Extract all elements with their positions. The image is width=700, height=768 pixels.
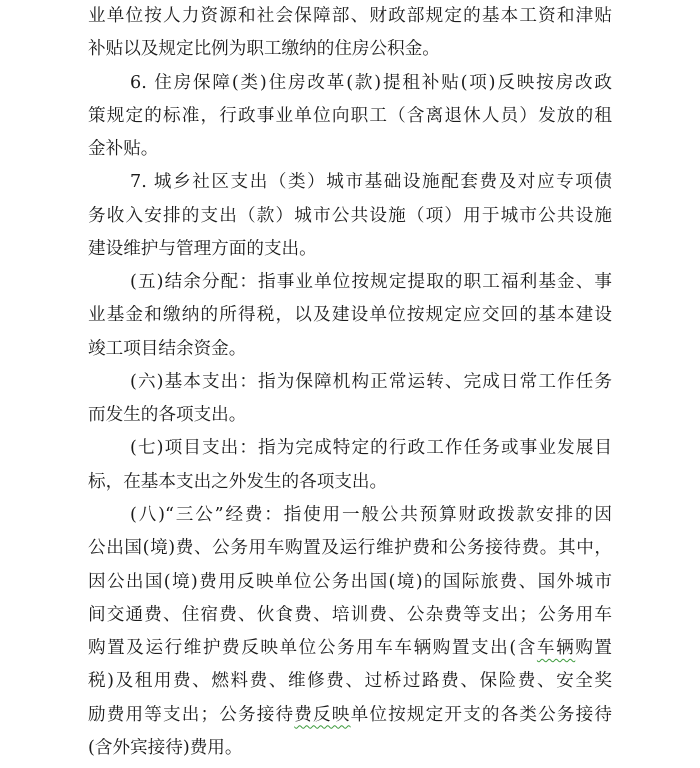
spellcheck-underline: 车辆 — [536, 638, 576, 659]
spellcheck-underline: 费反映 — [294, 704, 351, 725]
paragraph-item-7-urban-rural-community — [88, 166, 612, 266]
text-line: 竣工项目结余资金。 — [88, 338, 247, 359]
text-line: 6. 住房保障(类)住房改革(款)提租补贴(项)反映按房改政 — [130, 72, 612, 93]
text-line: 业单位按人力资源和社会保障部、财政部规定的基本工资和津贴 — [88, 6, 612, 26]
paragraph-item-6-housing-reform — [88, 67, 612, 167]
text-line: 公出国(境)费、公务用车购置及运行维护费和公务接待费。其中， — [88, 538, 612, 559]
document-body — [88, 0, 612, 765]
text-line — [88, 699, 612, 732]
text-line: 业基金和缴纳的所得税，以及建设单位按规定应交回的基本建设 — [88, 305, 612, 326]
text-line: 因公出国(境)费用反映单位公务出国(境)的国际旅费、国外城市 — [88, 571, 612, 592]
text-line: 税)及租用费、燃料费、维修费、过桥过路费、保险费、安全奖 — [88, 671, 612, 692]
text-line: 间交通费、住宿费、伙食费、培训费、公杂费等支出；公务用车 — [88, 604, 612, 625]
text-segment: 单位按规定开支的各类公务接待 — [350, 704, 612, 725]
text-line: 策规定的标准，行政事业单位向职工（含离退休人员）发放的租 — [88, 105, 612, 126]
text-line: (七)项目支出：指为完成特定的行政工作任务或事业发展目 — [130, 438, 612, 459]
paragraph-basic-salary-continued — [88, 0, 612, 67]
text-line: 标，在基本支出之外发生的各项支出。 — [88, 471, 388, 492]
paragraph-three-public-expenses — [88, 499, 612, 765]
text-line — [88, 632, 612, 665]
text-line: 而发生的各项支出。 — [88, 405, 247, 426]
text-line: 金补贴。 — [88, 139, 159, 160]
paragraph-basic-expenditure — [88, 366, 612, 433]
text-line: (八)“三公”经费：指使用一般公共预算财政拨款安排的因 — [130, 504, 612, 525]
text-segment: 购置 — [575, 638, 612, 659]
text-line: (六)基本支出：指为保障机构正常运转、完成日常工作任务 — [130, 371, 612, 392]
paragraph-surplus-distribution — [88, 266, 612, 366]
text-line: 7. 城乡社区支出（类）城市基础设施配套费及对应专项债 — [130, 172, 612, 193]
text-line: (含外宾接待)费用。 — [88, 737, 243, 758]
text-line: 务收入安排的支出（款）城市公共设施（项）用于城市公共设施 — [88, 205, 612, 226]
paragraph-project-expenditure — [88, 432, 612, 499]
text-line: 补贴以及规定比例为职工缴纳的住房公积金。 — [88, 39, 440, 60]
text-segment: 励费用等支出；公务接待 — [88, 704, 295, 725]
text-line: (五)结余分配：指事业单位按规定提取的职工福利基金、事 — [130, 272, 612, 293]
text-segment: 购置及运行维护费反映单位公务用车车辆购置支出(含 — [88, 638, 537, 659]
text-line: 建设维护与管理方面的支出。 — [88, 238, 317, 259]
